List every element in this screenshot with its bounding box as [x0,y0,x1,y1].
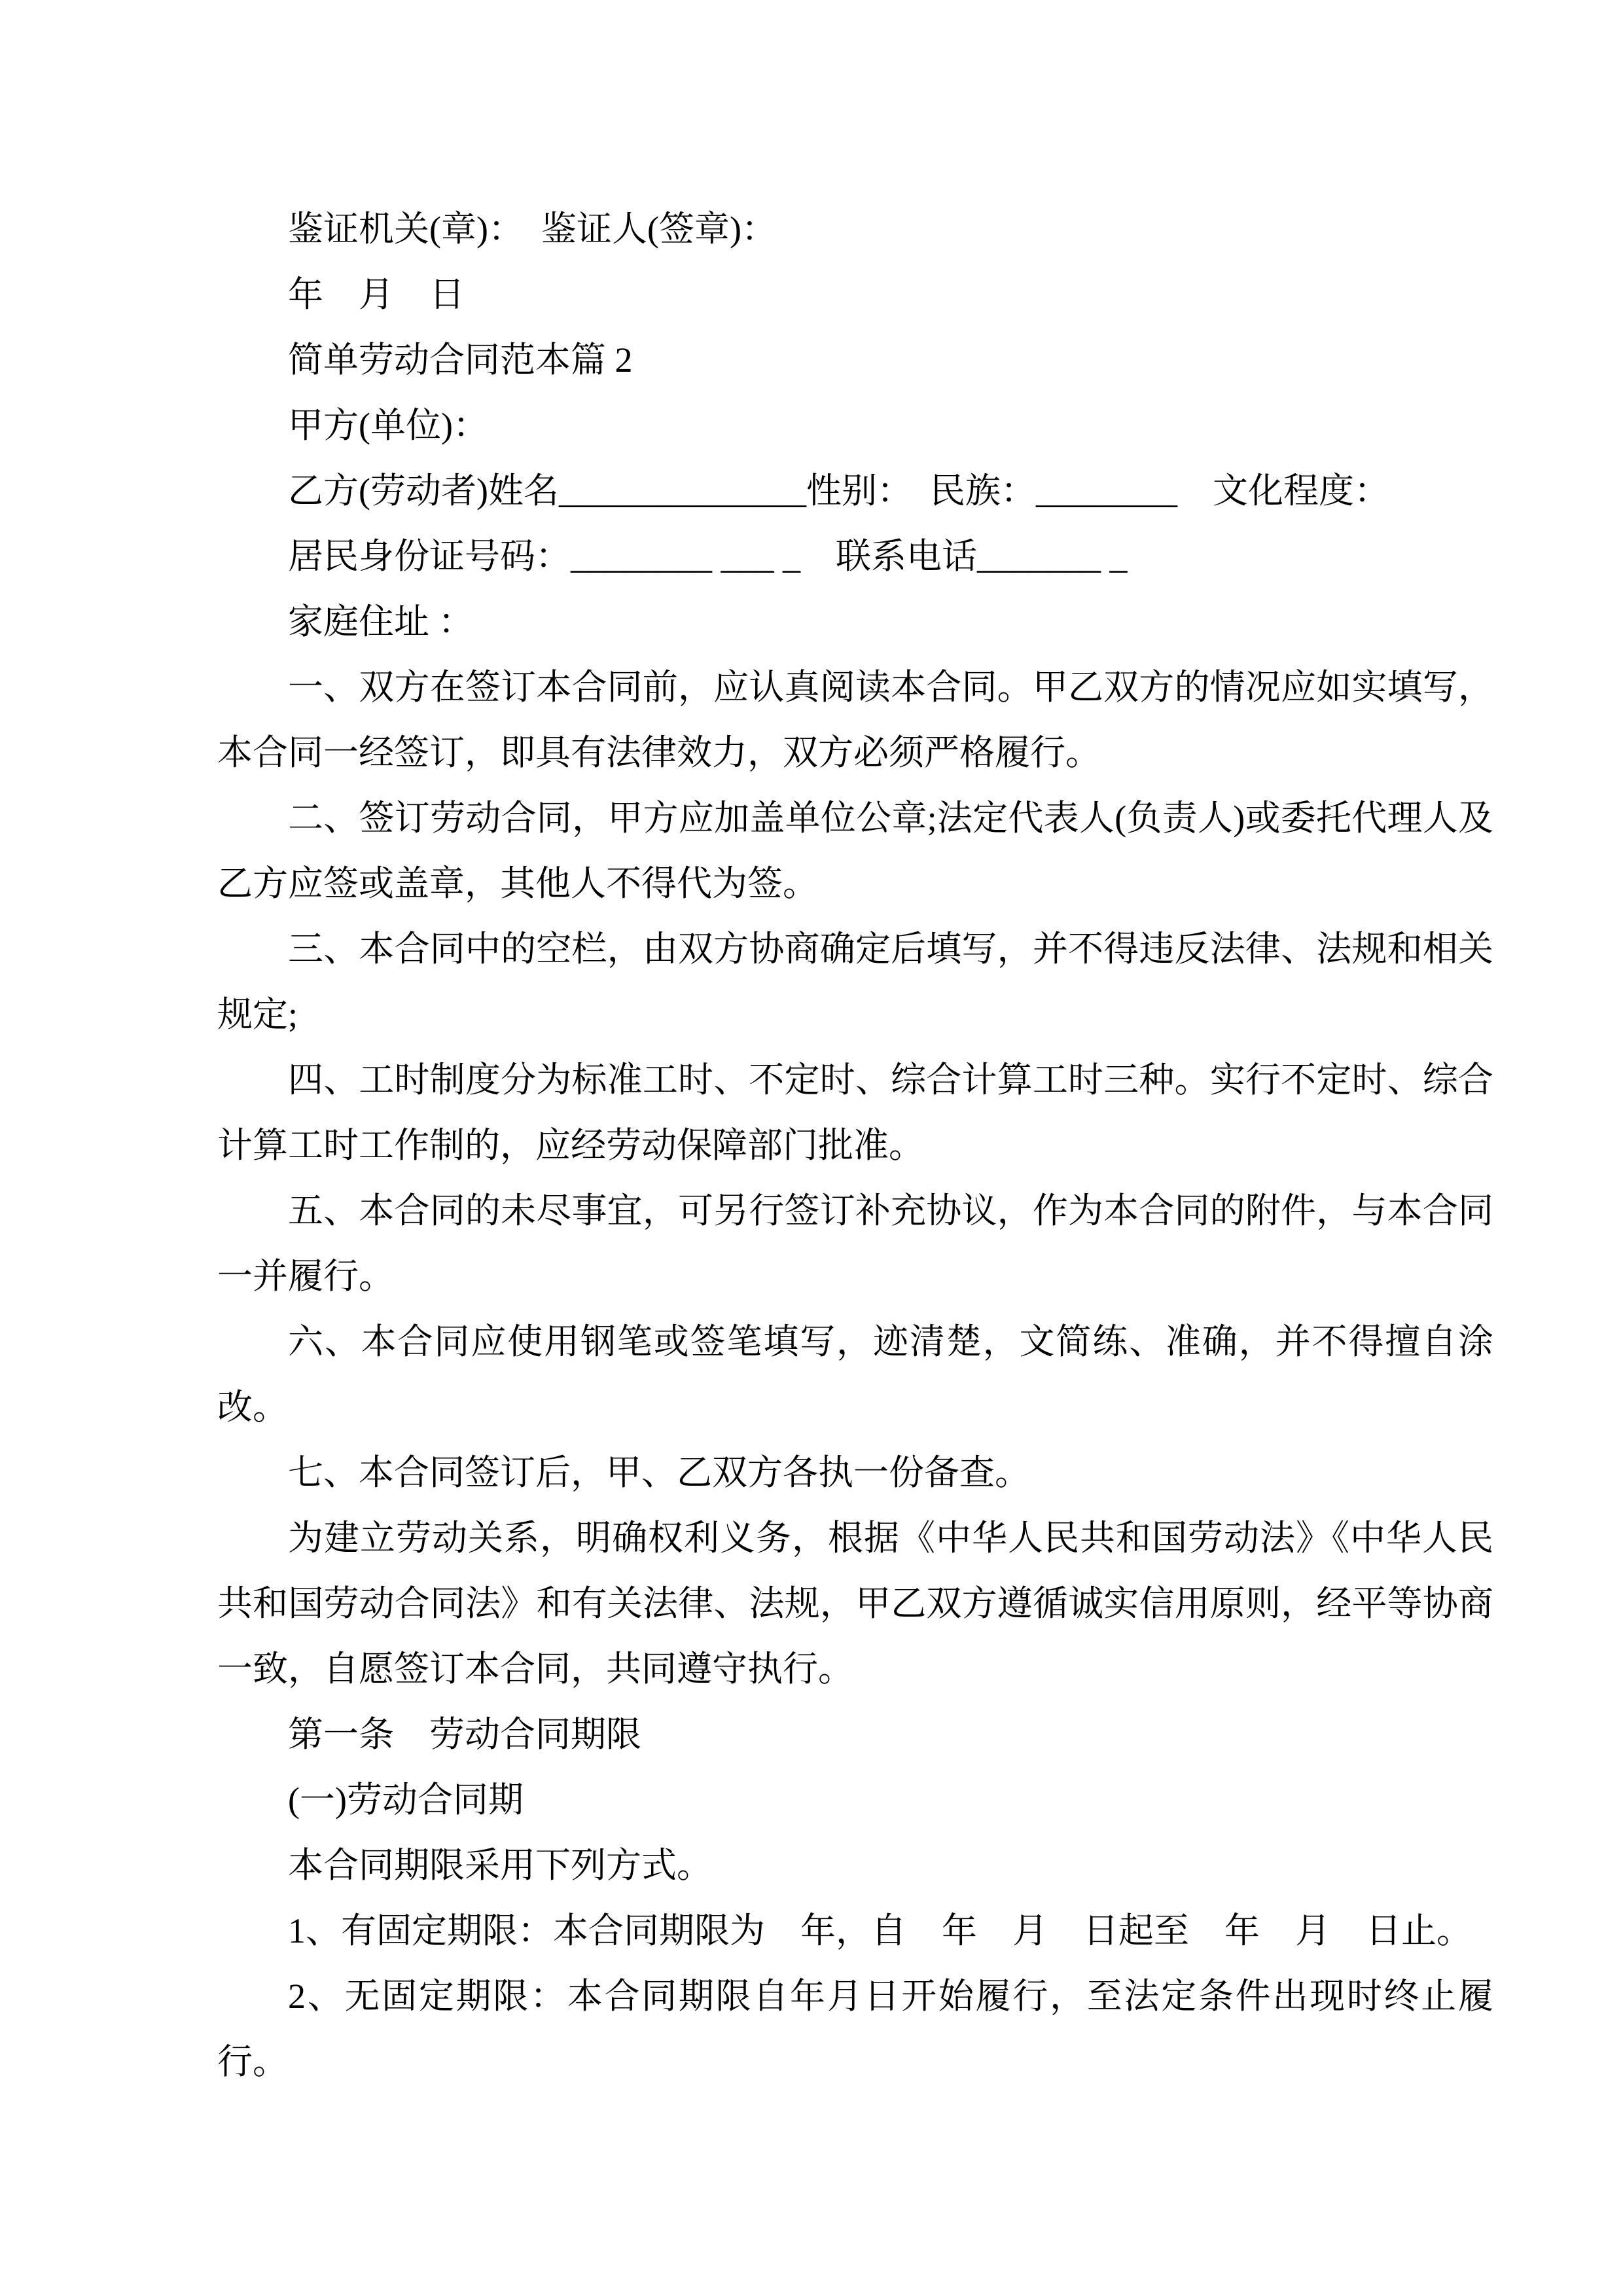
heading-article-1: 第一条 劳动合同期限 [288,1715,641,1754]
term-option-fixed: 1、有固定期限：本合同期限为 年，自 年 月 日起至 年 月 日止。 [288,1911,1472,1950]
line-term-method: 本合同期限采用下列方式。 [288,1846,712,1885]
line-attestation-authority: 鉴证机关(章)： 鉴证人(签章)： [288,209,777,249]
preamble-paragraph: 为建立劳动关系，明确权利义务，根据《中华人民共和国劳动法》《中华人民共和国劳动合同法》和有关法律、法规，甲乙双方遵循诚实信用原则，经平等协商一致，自愿签订本合同，共同遵守执行。 [217,1518,1493,1689]
line-home-address: 家庭住址 ： [288,602,474,641]
heading-contract-term: (一)劳动合同期 [288,1780,524,1820]
notice-item-4: 四、工时制度分为标准工时、不定时、综合计算工时三种。实行不定时、综合计算工时工作制的，应经劳动保障部门批准。 [217,1060,1493,1165]
notice-item-7: 七、本合同签订后，甲、乙双方各执一份备查。 [288,1453,1030,1492]
notice-item-1: 一、双方在签订本合同前，应认真阅读本合同。甲乙双方的情况应如实填写，本合同一经签订，即具有法律效力，双方必须严格履行。 [217,668,1493,772]
line-id-and-phone-fields: 居民身份证号码：________ ___ _ 联系电话_______ _ [288,537,1128,576]
line-date-blank: 年 月 日 [288,275,465,314]
heading-sample-part-2: 简单劳动合同范本篇 2 [288,340,633,380]
notice-item-2: 二、签订劳动合同，甲方应加盖单位公章;法定代表人(负责人)或委托代理人及乙方应签或盖章，其他人不得代为签。 [217,798,1493,903]
term-option-open-ended: 2、无固定期限：本合同期限自年月日开始履行，至法定条件出现时终止履行。 [217,1977,1493,2081]
document-body [217,196,1493,2094]
notice-item-6: 六、本合同应使用钢笔或签笔填写，迹清楚，文简练、准确，并不得擅自涂改。 [217,1322,1493,1427]
line-party-b-name-fields: 乙方(劳动者)姓名______________性别： 民族：________ 文化程度： [288,471,1389,511]
notice-item-5: 五、本合同的未尽事宜，可另行签订补充协议，作为本合同的附件，与本合同一并履行。 [217,1191,1493,1296]
line-party-a: 甲方(单位)： [288,406,488,445]
notice-item-3: 三、本合同中的空栏，由双方协商确定后填写，并不得违反法律、法规和相关规定; [217,929,1493,1034]
